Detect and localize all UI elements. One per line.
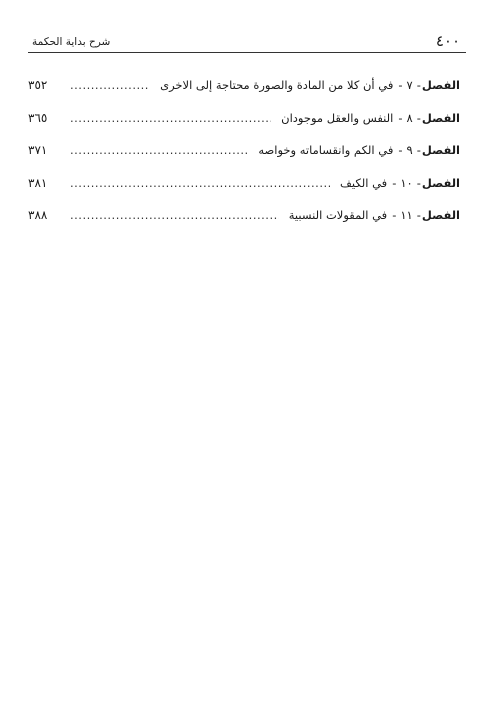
toc-entry — [28, 208, 460, 241]
separator: - — [392, 175, 397, 190]
separator: - — [416, 78, 421, 92]
page-reference: ٣٨٨ — [28, 208, 48, 222]
separator: - — [416, 143, 421, 157]
page-number: ٤٠٠ — [435, 32, 460, 50]
separator: - — [398, 143, 403, 157]
chapter-number: ١١ — [400, 208, 413, 222]
toc-entry — [28, 176, 460, 209]
table-of-contents — [28, 78, 460, 241]
chapter-number: ١٠ — [400, 175, 413, 190]
toc-entry — [28, 143, 460, 176]
running-title: شرح بداية الحكمة — [32, 36, 111, 48]
chapter-label: الفصل — [421, 143, 460, 157]
separator: - — [398, 110, 403, 125]
chapter-title: النفس والعقل موجودان — [281, 110, 394, 125]
page-reference: ٣٨١ — [28, 175, 48, 190]
separator: - — [398, 78, 403, 92]
separator: - — [416, 208, 421, 222]
chapter-label: الفصل — [421, 110, 460, 125]
chapter-number: ٩ — [406, 143, 413, 157]
page-reference: ٣٦٥ — [28, 110, 48, 125]
chapter-title: في الكم وانقساماته وخواصه — [258, 143, 394, 157]
dot-leader — [70, 111, 271, 125]
chapter-number: ٧ — [406, 78, 413, 92]
chapter-label: الفصل — [421, 78, 460, 92]
chapter-title: في أن كلا من المادة والصورة محتاجة إلى الاخرى — [160, 78, 394, 92]
dot-leader — [70, 143, 248, 157]
page-reference: ٣٧١ — [28, 143, 48, 157]
page-reference: ٣٥٢ — [28, 78, 48, 92]
dot-leader — [70, 78, 150, 92]
separator: - — [416, 175, 421, 190]
toc-entry — [28, 111, 460, 144]
toc-entry — [28, 78, 460, 111]
chapter-label: الفصل — [421, 208, 460, 222]
separator: - — [392, 208, 397, 222]
separator: - — [416, 110, 421, 125]
dot-leader — [70, 208, 279, 222]
chapter-title: في الكيف — [340, 175, 388, 190]
chapter-label: الفصل — [421, 175, 460, 190]
chapter-number: ٨ — [406, 110, 413, 125]
dot-leader — [70, 176, 330, 190]
page-header — [28, 30, 466, 53]
chapter-title: في المقولات النسبية — [288, 208, 388, 222]
